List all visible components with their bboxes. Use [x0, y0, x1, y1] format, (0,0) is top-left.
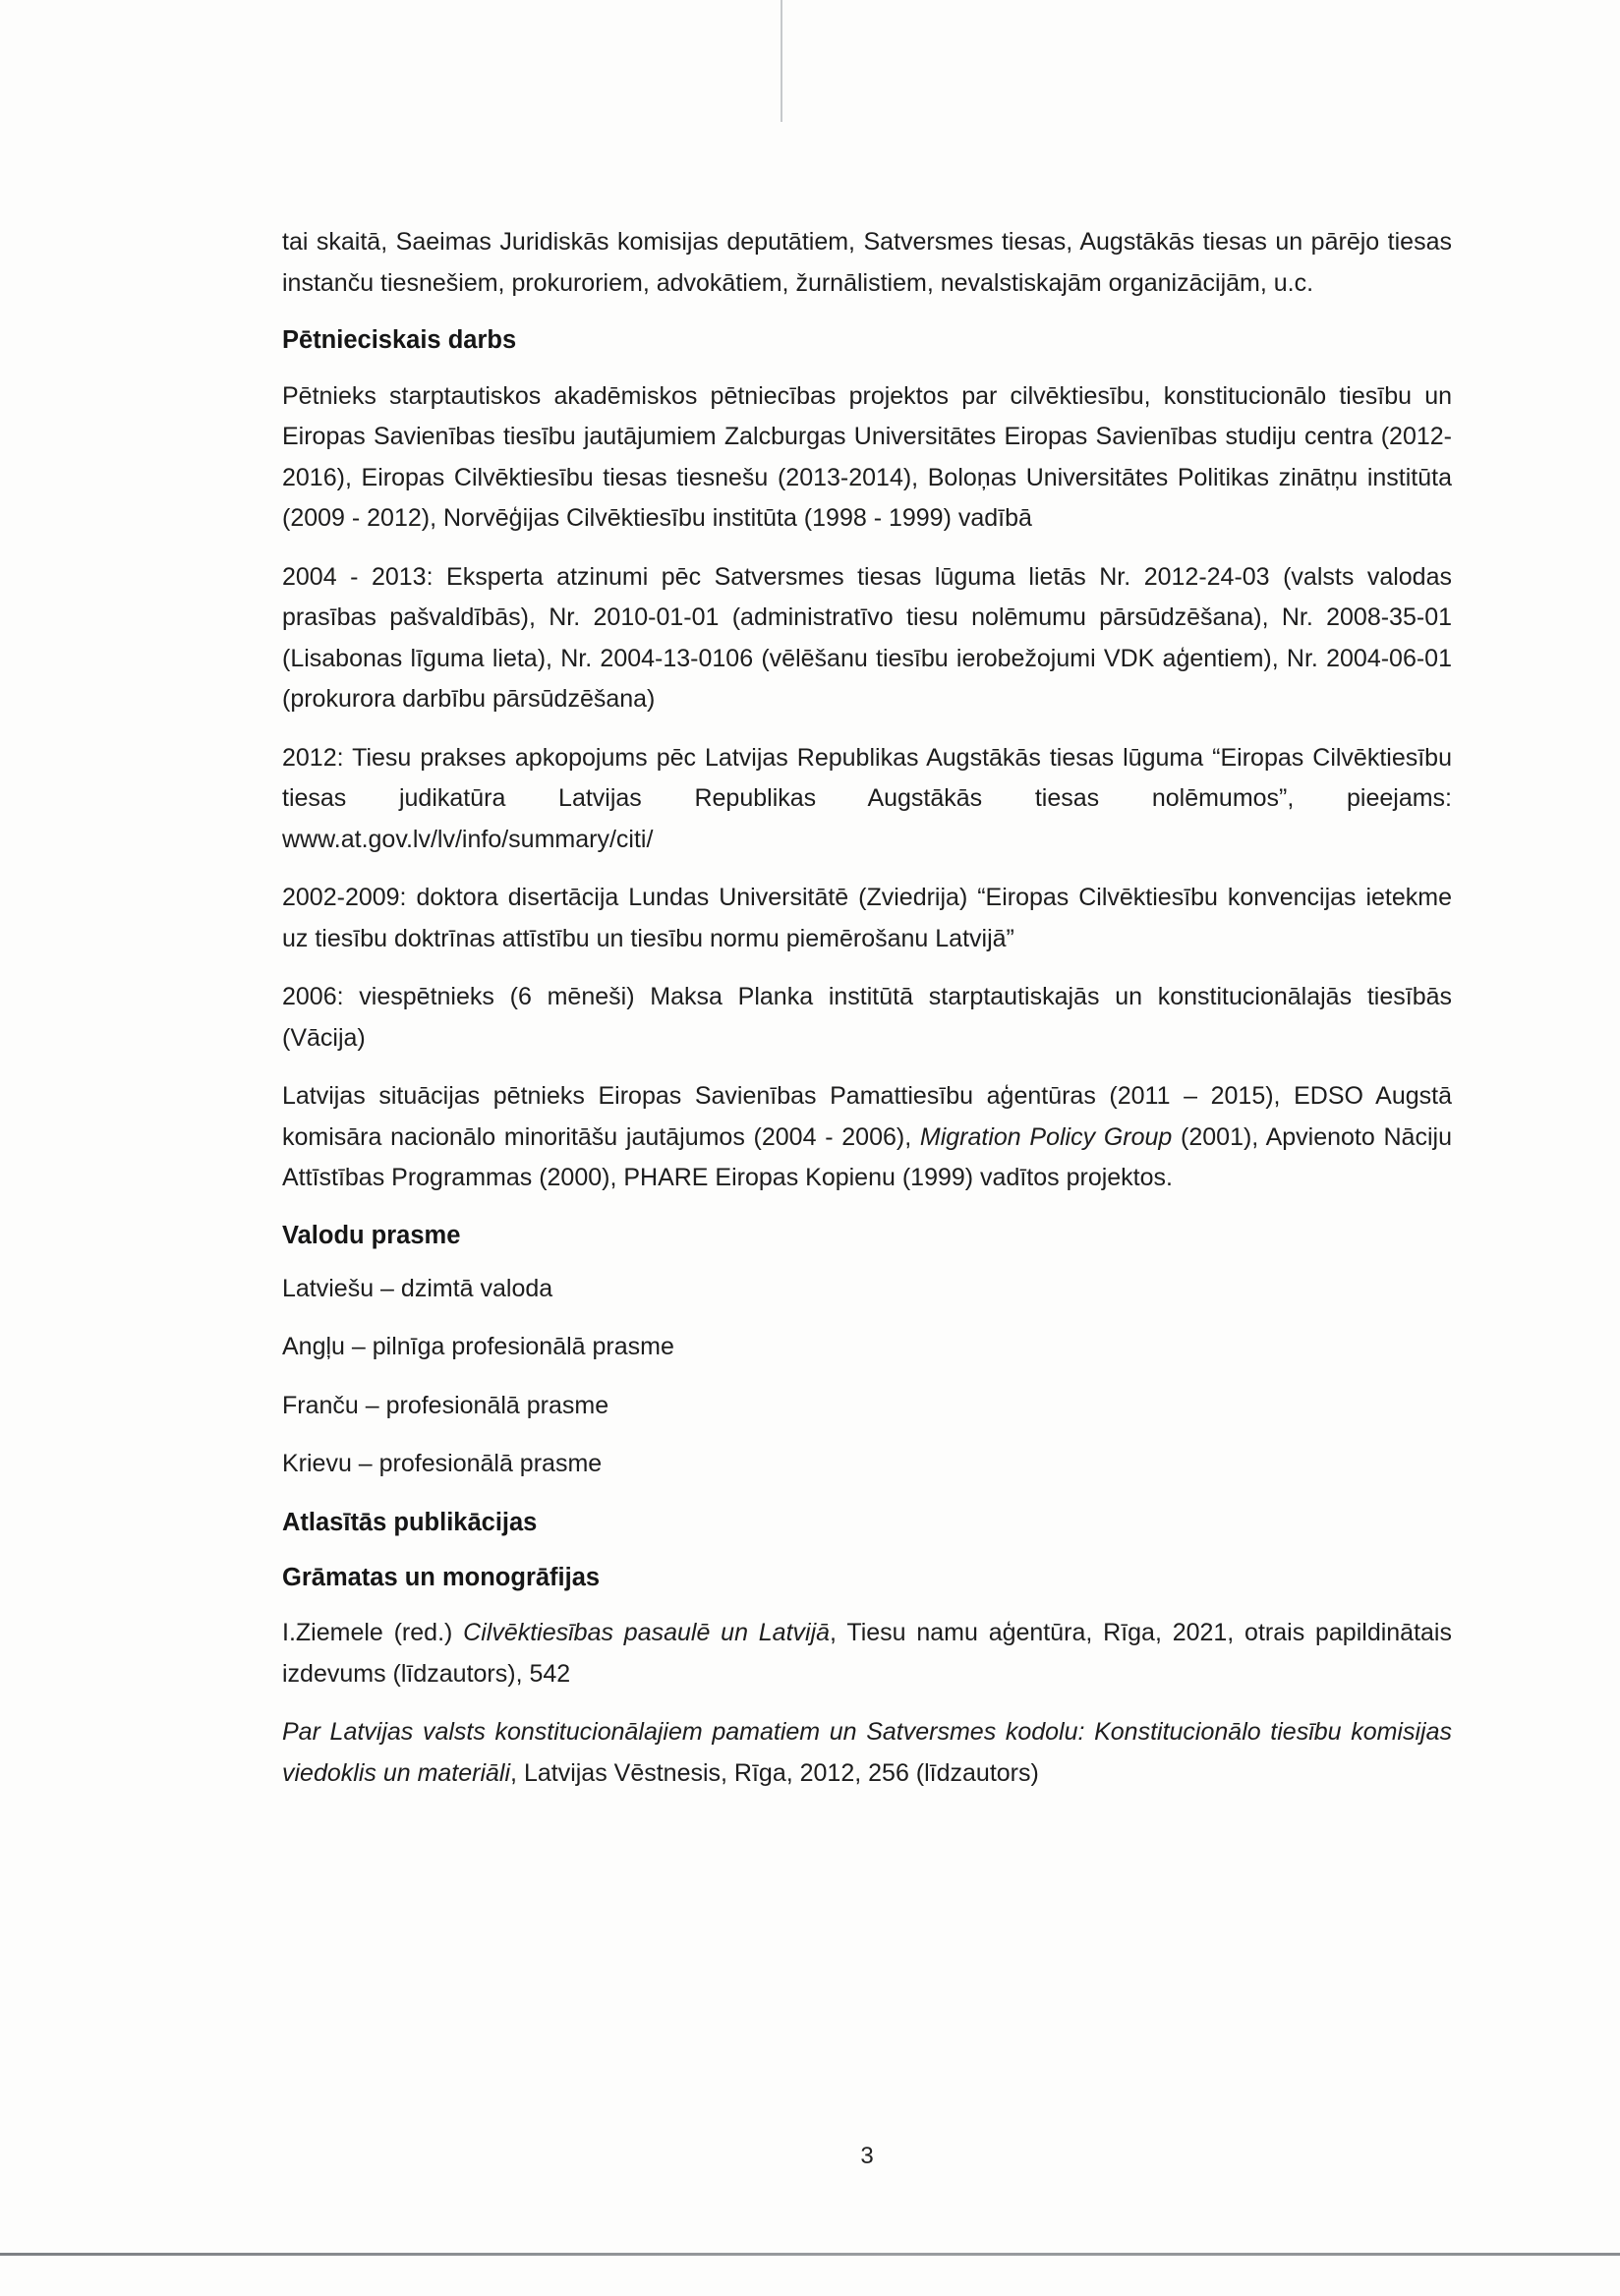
language-item-latvian: Latviešu – dzimtā valoda	[282, 1275, 553, 1303]
page-content	[282, 222, 1452, 1811]
subsection-heading-books: Grāmatas un monogrāfijas	[282, 1563, 601, 1591]
section-heading-research: Pētnieciskais darbs	[282, 326, 517, 354]
book2-run-2: , Latvijas Vēstnesis, Rīga, 2012, 256 (līdzautors)	[510, 1758, 1039, 1787]
research-paragraph-3: 2012: Tiesu prakses apkopojums pēc Latvijas Republikas Augstākās tiesas lūguma “Eiropas Cilvēktiesību tiesas judikatūra Latvijas Republikas Augstākās tiesas nolēmumos”, pieejams: www.at.gov.lv/lv/info/summary/citi/	[282, 743, 1452, 853]
projects-run-italic: Migration Policy Group	[919, 1122, 1173, 1151]
language-item-english: Angļu – pilnīga profesionālā prasme	[282, 1333, 674, 1361]
section-heading-languages: Valodu prasme	[282, 1221, 461, 1249]
research-projects-paragraph	[282, 1076, 1452, 1199]
book1-run-2: , Tiesu namu aģentūra, Rīga, 2021, otrais papildinātais izdevums (līdzautors), 542	[282, 1619, 1452, 1688]
intro-paragraph: tai skaitā, Saeimas Juridiskās komisijas deputātiem, Satversmes tiesas, Augstākās tiesas un pārējo tiesas instanču tiesnešiem, prokuroriem, advokātiem, žurnālistiem, nevalstiskajām organizācijām, u.c.	[282, 228, 1452, 297]
book1-title-italic: Cilvēktiesības pasaulē un Latvijā	[463, 1619, 831, 1647]
publication-book-2	[282, 1712, 1452, 1794]
scan-artifact-bottom-line	[0, 2253, 1620, 2256]
book2-title-italic: Par Latvijas valsts konstitucionālajiem pamatiem un Satversmes kodolu: Konstitucionālo tiesību komisijas viedoklis un materiāli	[282, 1718, 1452, 1787]
page-number: 3	[860, 2143, 874, 2169]
language-item-french: Franču – profesionālā prasme	[282, 1391, 609, 1419]
section-heading-publications: Atlasītās publikācijas	[282, 1509, 538, 1537]
research-paragraph-4: 2002-2009: doktora disertācija Lundas Universitātē (Zviedrija) “Eiropas Cilvēktiesību konvencijas ietekme uz tiesību doktrīnas attīstību un tiesību normu piemērošanu Latvijā”	[282, 884, 1452, 952]
research-paragraph-5: 2006: viespētnieks (6 mēneši) Maksa Planka institūtā starptautiskajās un konstitucionālajās tiesībās (Vācija)	[282, 983, 1452, 1052]
research-paragraph-1: Pētnieks starptautiskos akadēmiskos pētniecības projektos par cilvēktiesību, konstitucionālo tiesību un Eiropas Savienības tiesību jautājumiem Zalcburgas Universitātes Eiropas Savienības studiju centra (2012-2016), Eiropas Cilvēktiesību tiesas tiesnešu (2013-2014), Boloņas Universitātes Politikas zinātņu institūta (2009 - 2012), Norvēģijas Cilvēktiesību institūta (1998 - 1999) vadībā	[282, 381, 1452, 533]
projects-run-1: Latvijas situācijas pētnieks Eiropas Savienības Pamattiesību aģentūras (2011 – 2015), EDSO Augstā komisāra nacionālo minoritāšu jautājumos (2004 - 2006),	[282, 1082, 1452, 1151]
projects-run-2: (2001), Apvienoto Nāciju Attīstības Programmas (2000), PHARE Eiropas Kopienu (1999) vadītos projektos.	[282, 1122, 1452, 1192]
book1-run-1: I.Ziemele (red.)	[282, 1619, 464, 1647]
publication-book-1	[282, 1613, 1452, 1694]
language-item-russian: Krievu – profesionālā prasme	[282, 1449, 603, 1477]
scan-artifact-vertical-line	[781, 0, 782, 122]
research-paragraph-2: 2004 - 2013: Eksperta atzinumi pēc Satversmes tiesas lūguma lietās Nr. 2012-24-03 (valsts valodas prasības pašvaldībās), Nr. 2010-01-01 (administratīvo tiesu nolēmumu pārsūdzēšana), Nr. 2008-35-01 (Lisabonas līguma lieta), Nr. 2004-13-0106 (vēlēšanu tiesību ierobežojumi VDK aģentiem), Nr. 2004-06-01 (prokurora darbību pārsūdzēšana)	[282, 562, 1452, 714]
